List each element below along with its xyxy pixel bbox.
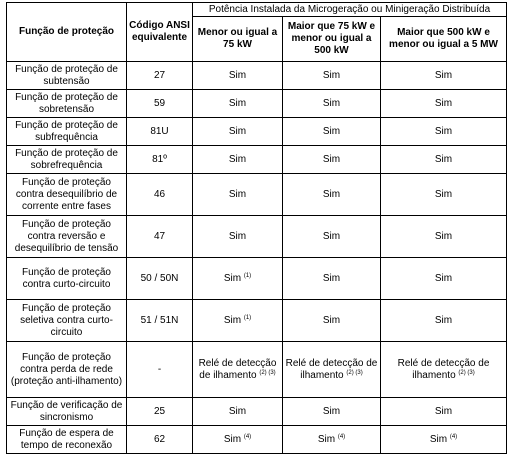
- protection-function-cell: Função de verificação de sincronismo: [7, 398, 127, 426]
- requirement-value: Sim: [322, 314, 341, 326]
- ansi-code-cell: -: [127, 342, 193, 398]
- requirement-cell-c1: [193, 216, 283, 258]
- protection-function-cell: Função de proteção de subtensão: [7, 62, 127, 90]
- header-ansi-code: Código ANSI equivalente: [127, 3, 193, 62]
- ansi-code-cell: 47: [127, 216, 193, 258]
- table-row: [7, 174, 507, 216]
- requirement-value: Sim: [322, 405, 341, 417]
- requirement-cell-c3: [381, 398, 507, 426]
- ansi-code-cell: 51 / 51N: [127, 300, 193, 342]
- requirement-value: Sim: [434, 97, 453, 109]
- requirement-value: Sim: [434, 153, 453, 165]
- requirement-value: Sim: [228, 97, 247, 109]
- requirement-value: Sim: [429, 433, 448, 445]
- requirement-value: Sim: [228, 69, 247, 81]
- footnote-ref: (1): [243, 314, 252, 321]
- requirement-cell-c1: [193, 146, 283, 174]
- requirement-cell-c1: [193, 342, 283, 398]
- ansi-code-cell: 46: [127, 174, 193, 216]
- requirement-value: Sim: [322, 97, 341, 109]
- requirement-cell-c1: [193, 174, 283, 216]
- requirement-value: Sim: [228, 405, 247, 417]
- protection-table-container: [6, 2, 506, 454]
- requirement-value: Sim: [434, 125, 453, 137]
- requirement-cell-c1: [193, 426, 283, 454]
- requirement-value: Sim: [434, 188, 453, 200]
- requirement-value: Sim: [322, 272, 341, 284]
- table-row: [7, 398, 507, 426]
- requirement-cell-c1: [193, 118, 283, 146]
- requirement-cell-c1: [193, 258, 283, 300]
- requirement-value: Sim: [322, 230, 341, 242]
- requirement-cell-c2: [283, 342, 381, 398]
- requirement-cell-c3: [381, 118, 507, 146]
- requirement-cell-c1: [193, 62, 283, 90]
- table-row: [7, 258, 507, 300]
- requirement-value: Sim: [228, 188, 247, 200]
- table-row: [7, 118, 507, 146]
- requirement-cell-c2: [283, 62, 381, 90]
- protection-function-cell: Função de proteção contra desequilíbrio de corrente entre fases: [7, 174, 127, 216]
- ansi-code-cell: 27: [127, 62, 193, 90]
- requirement-value: Sim: [223, 433, 242, 445]
- requirement-value: Relé de detecção de ilhamento: [397, 357, 490, 381]
- ansi-code-cell: 81U: [127, 118, 193, 146]
- ansi-code-cell: 50 / 50N: [127, 258, 193, 300]
- subheader-up-to-75kw: Menor ou igual a 75 kW: [193, 17, 283, 62]
- requirement-value: Sim: [228, 230, 247, 242]
- requirement-value: Sim: [228, 153, 247, 165]
- requirement-cell-c3: [381, 174, 507, 216]
- requirement-cell-c2: [283, 118, 381, 146]
- requirement-cell-c2: [283, 398, 381, 426]
- protection-function-cell: Função de proteção seletiva contra curto-circuito: [7, 300, 127, 342]
- requirement-value: Sim: [228, 125, 247, 137]
- protection-function-cell: Função de proteção contra perda de rede (proteção anti-ilhamento): [7, 342, 127, 398]
- requirement-value: Sim: [434, 405, 453, 417]
- protection-function-cell: Função de espera de tempo de reconexão: [7, 426, 127, 454]
- requirement-cell-c3: [381, 62, 507, 90]
- ansi-code-cell: 59: [127, 90, 193, 118]
- requirement-value: Sim: [317, 433, 336, 445]
- requirement-cell-c2: [283, 216, 381, 258]
- table-row: [7, 300, 507, 342]
- footnote-ref: (4): [449, 433, 458, 440]
- requirement-value: Sim: [322, 153, 341, 165]
- protection-function-cell: Função de proteção contra reversão e desequilíbrio de tensão: [7, 216, 127, 258]
- subheader-75-to-500kw: Maior que 75 kW e menor ou igual a 500 kW: [283, 17, 381, 62]
- requirement-value: Relé de detecção de ilhamento: [285, 357, 378, 381]
- protection-function-cell: Função de proteção de sobretensão: [7, 90, 127, 118]
- requirement-value: Sim: [223, 272, 242, 284]
- footnote-ref: (2) (3): [346, 369, 363, 376]
- header-installed-power: Potência Instalada da Microgeração ou Minigeração Distribuída: [193, 3, 507, 17]
- table-row: [7, 146, 507, 174]
- table-row: [7, 426, 507, 454]
- requirement-cell-c3: [381, 90, 507, 118]
- table-body: [7, 62, 507, 454]
- requirement-cell-c2: [283, 258, 381, 300]
- protection-function-cell: Função de proteção contra curto-circuito: [7, 258, 127, 300]
- requirement-cell-c2: [283, 426, 381, 454]
- requirement-value: Sim: [322, 125, 341, 137]
- requirement-cell-c2: [283, 146, 381, 174]
- requirement-cell-c2: [283, 300, 381, 342]
- requirement-value: Sim: [434, 272, 453, 284]
- requirement-value: Sim: [434, 314, 453, 326]
- footnote-ref: (4): [243, 433, 252, 440]
- protection-function-cell: Função de proteção de sobrefrequência: [7, 146, 127, 174]
- requirement-cell-c2: [283, 174, 381, 216]
- subheader-500kw-to-5mw: Maior que 500 kW e menor ou igual a 5 MW: [381, 17, 507, 62]
- requirement-cell-c3: [381, 426, 507, 454]
- footnote-ref: (4): [337, 433, 346, 440]
- requirement-cell-c1: [193, 90, 283, 118]
- requirement-cell-c3: [381, 300, 507, 342]
- table-row: [7, 342, 507, 398]
- requirement-value: Sim: [223, 314, 242, 326]
- header-protection-function: Função de proteção: [7, 3, 127, 62]
- requirement-cell-c3: [381, 216, 507, 258]
- requirement-value: Sim: [434, 69, 453, 81]
- ansi-code-cell: 25: [127, 398, 193, 426]
- table-row: [7, 62, 507, 90]
- requirement-value: Sim: [434, 230, 453, 242]
- protection-functions-table: [6, 2, 507, 454]
- protection-function-cell: Função de proteção de subfrequência: [7, 118, 127, 146]
- requirement-value: Sim: [322, 188, 341, 200]
- requirement-cell-c3: [381, 258, 507, 300]
- footnote-ref: (1): [243, 272, 252, 279]
- footnote-ref: (2) (3): [458, 369, 475, 376]
- requirement-value: Sim: [322, 69, 341, 81]
- requirement-value: Relé de detecção de ilhamento: [198, 357, 277, 381]
- table-row: [7, 216, 507, 258]
- table-row: [7, 90, 507, 118]
- ansi-code-cell: 81º: [127, 146, 193, 174]
- requirement-cell-c2: [283, 90, 381, 118]
- requirement-cell-c3: [381, 342, 507, 398]
- requirement-cell-c1: [193, 398, 283, 426]
- footnote-ref: (2) (3): [259, 369, 276, 376]
- requirement-cell-c3: [381, 146, 507, 174]
- ansi-code-cell: 62: [127, 426, 193, 454]
- requirement-cell-c1: [193, 300, 283, 342]
